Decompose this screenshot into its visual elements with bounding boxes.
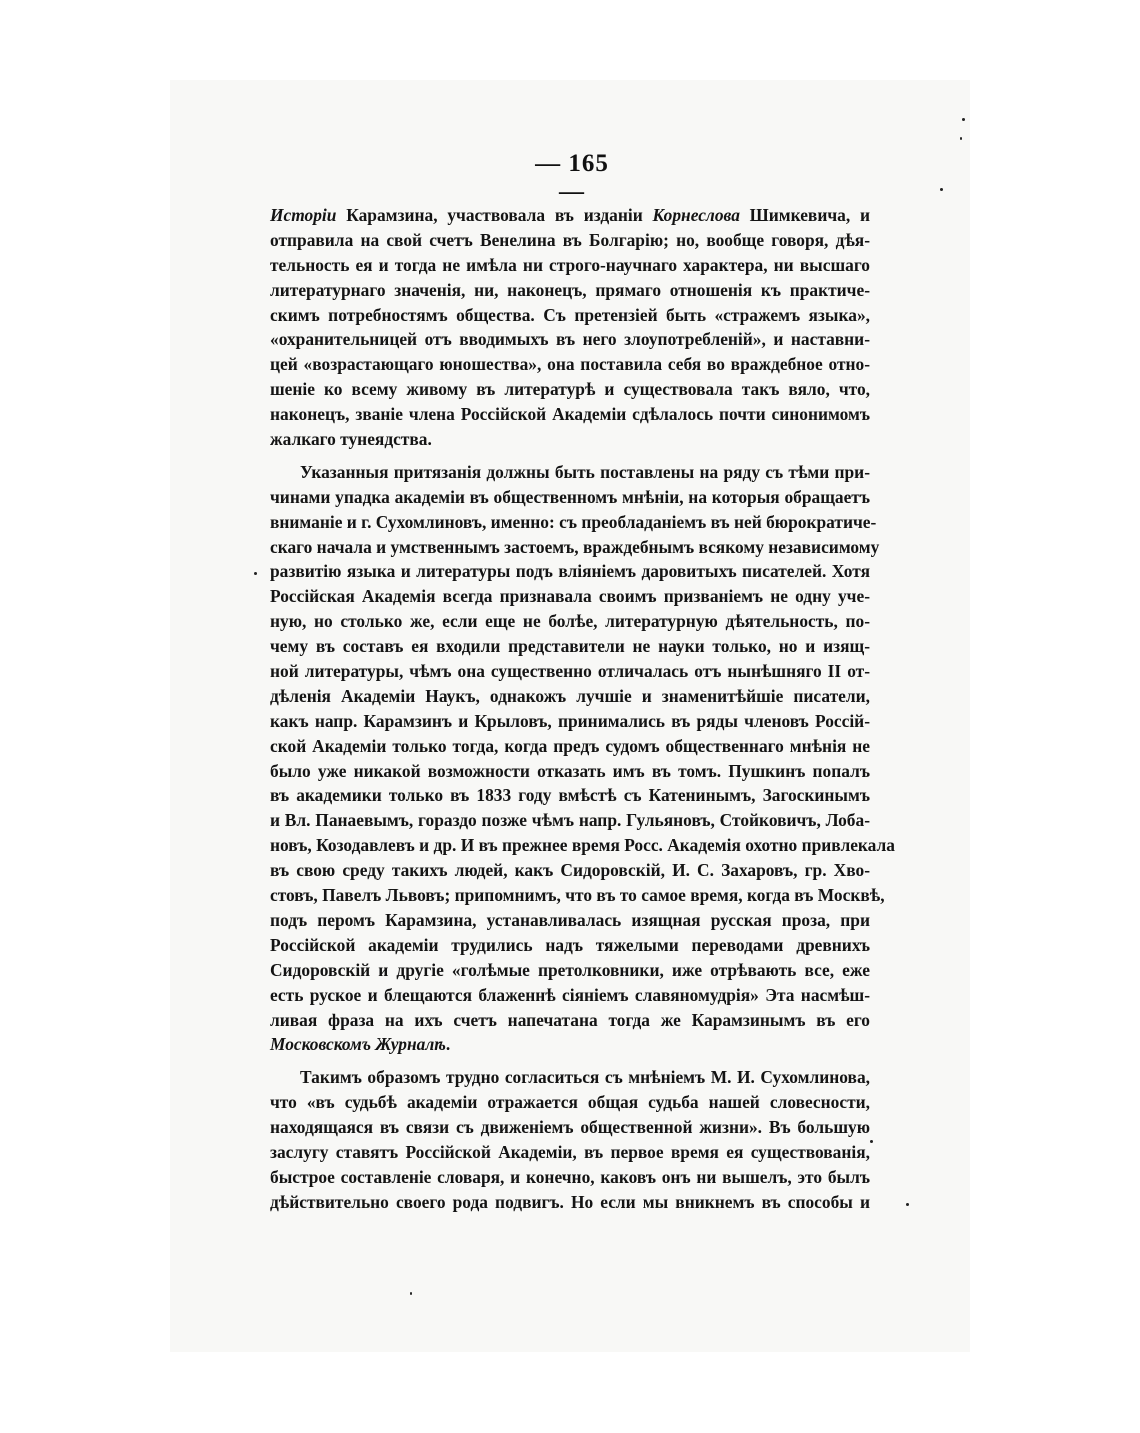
text-line: дѣленія Академіи Наукъ, однакожъ лучшіе и знаменитѣйшіе писатели, xyxy=(270,685,870,706)
text-line: Россійской академіи трудились надъ тяжелыми переводами древнихъ xyxy=(270,934,870,955)
text-line: было уже никакой возможности отказать имъ въ томъ. Пушкинъ попалъ xyxy=(270,760,870,781)
text-line: и Вл. Панаевымъ, гораздо позже чѣмъ напр. Гульяновъ, Стойковичъ, Лоба- xyxy=(270,810,870,831)
text-line: заслугу ставятъ Россійской Академіи, въ первое время ея существованія, xyxy=(270,1141,870,1162)
text-line: находящаяся въ связи съ движеніемъ общественной жизни». Въ большую xyxy=(270,1117,870,1138)
paragraph-gap xyxy=(270,1057,870,1065)
scan-speck xyxy=(962,118,965,121)
scan-speck xyxy=(870,1140,873,1143)
text-line: ливая фраза на ихъ счетъ напечатана тогда же Карамзинымъ въ его xyxy=(270,1009,870,1030)
text-line: въ свою среду такихъ людей, какъ Сидоровскій, И. С. Захаровъ, гр. Хво- xyxy=(270,860,870,881)
text-line: подъ перомъ Карамзина, устанавливалась изящная русская проза, при xyxy=(270,909,870,930)
text-line: новъ, Козодавлевъ и др. И въ прежнее время Росс. Академія охотно привлекала xyxy=(270,835,895,856)
text-line: дѣйствительно своего рода подвигъ. Но если мы вникнемъ въ способы и xyxy=(270,1191,870,1212)
scan-speck xyxy=(960,137,962,140)
text-line: Россійская Академія всегда признавала своимъ призваніемъ не одну уче- xyxy=(270,586,870,607)
text-line: что «въ судьбѣ академіи отражается общая судьба нашей словесности, xyxy=(270,1092,870,1113)
text-line: Сидоровскій и другіе «голѣмые претолковники, иже отрѣвають все, еже xyxy=(270,959,870,980)
text-line: Исторіи Карамзина, участвовала въ изданіи Корнеслова Шимкевича, и xyxy=(270,205,870,225)
text-line: наконецъ, званіе члена Россійской Академіи сдѣлалось почти синонимомъ xyxy=(270,404,870,425)
text-line: шеніе ко всему живому въ литературѣ и существовала такъ вяло, что, xyxy=(270,379,870,400)
text-line: Московскомъ Журналѣ. xyxy=(270,1034,451,1055)
text-line: есть руское и блещаются блаженнѣ сіяніемъ славяномудрія» Эта насмѣш- xyxy=(270,984,870,1005)
scan-speck xyxy=(410,1292,412,1295)
body-text xyxy=(270,203,895,1215)
text-line: отправила на свой счетъ Венелина въ Болгарію; но, вообще говоря, дѣя- xyxy=(270,229,870,250)
text-line: чему въ составъ ея входили представители не науки только, но и изящ- xyxy=(270,636,870,657)
text-line: ную, но столько же, если еще не болѣе, литературную дѣятельность, по- xyxy=(270,611,870,632)
text-line: Такимъ образомъ трудно согласиться съ мнѣніемъ М. И. Сухомлинова, xyxy=(300,1067,870,1088)
scan-speck xyxy=(940,188,943,191)
text-line: Указанныя притязанія должны быть поставлены на ряду съ тѣми при- xyxy=(300,461,870,482)
text-line: вниманіе и г. Сухомлиновъ, именно: съ преобладаніемъ въ ней бюрократиче- xyxy=(270,511,877,532)
text-line: ной литературы, чѣмъ она существенно отличалась отъ нынѣшняго II от- xyxy=(270,661,870,682)
text-line: чинами упадка академіи въ общественномъ мнѣніи, на которыя обращаетъ xyxy=(270,486,870,507)
page-number: — 165 — xyxy=(535,150,609,205)
text-line: тельность ея и тогда не имѣла ни строго-научнаго характера, ни высшаго xyxy=(270,254,870,275)
text-line: жалкаго тунеядства. xyxy=(270,429,432,450)
text-line: въ академики только въ 1833 году вмѣстѣ съ Катенинымъ, Загоскинымъ xyxy=(270,785,870,806)
text-line: цей «возрастающаго юношества», она поставила себя во враждебное отно- xyxy=(270,354,870,375)
paragraph-gap xyxy=(270,452,870,460)
text-line: «охранительницей отъ вводимыхъ въ него злоупотребленій», и наставни- xyxy=(270,329,870,350)
scan-speck xyxy=(906,1203,909,1206)
text-line: скаго начала и умственнымъ застоемъ, враждебнымъ всякому независимому xyxy=(270,536,880,557)
text-line: быстрое составленіе словаря, и конечно, каковъ онъ ни вышелъ, это былъ xyxy=(270,1166,870,1187)
text-line: развитію языка и литературы подъ вліяніемъ даровитыхъ писателей. Хотя xyxy=(270,561,870,582)
text-line: какъ напр. Карамзинъ и Крыловъ, принимались въ ряды членовъ Россій- xyxy=(270,710,870,731)
text-line: литературнаго значенія, ни, наконецъ, прямаго отношенія къ практиче- xyxy=(270,279,870,300)
text-line: ской Академіи только тогда, когда предъ судомъ общественнаго мнѣнія не xyxy=(270,735,870,756)
scan-speck xyxy=(254,572,257,575)
text-line: стовъ, Павелъ Львовъ; припомнимъ, что въ то самое время, когда въ Москвѣ, xyxy=(270,885,885,906)
text-line: скимъ потребностямъ общества. Съ претензіей быть «стражемъ языка», xyxy=(270,304,870,325)
